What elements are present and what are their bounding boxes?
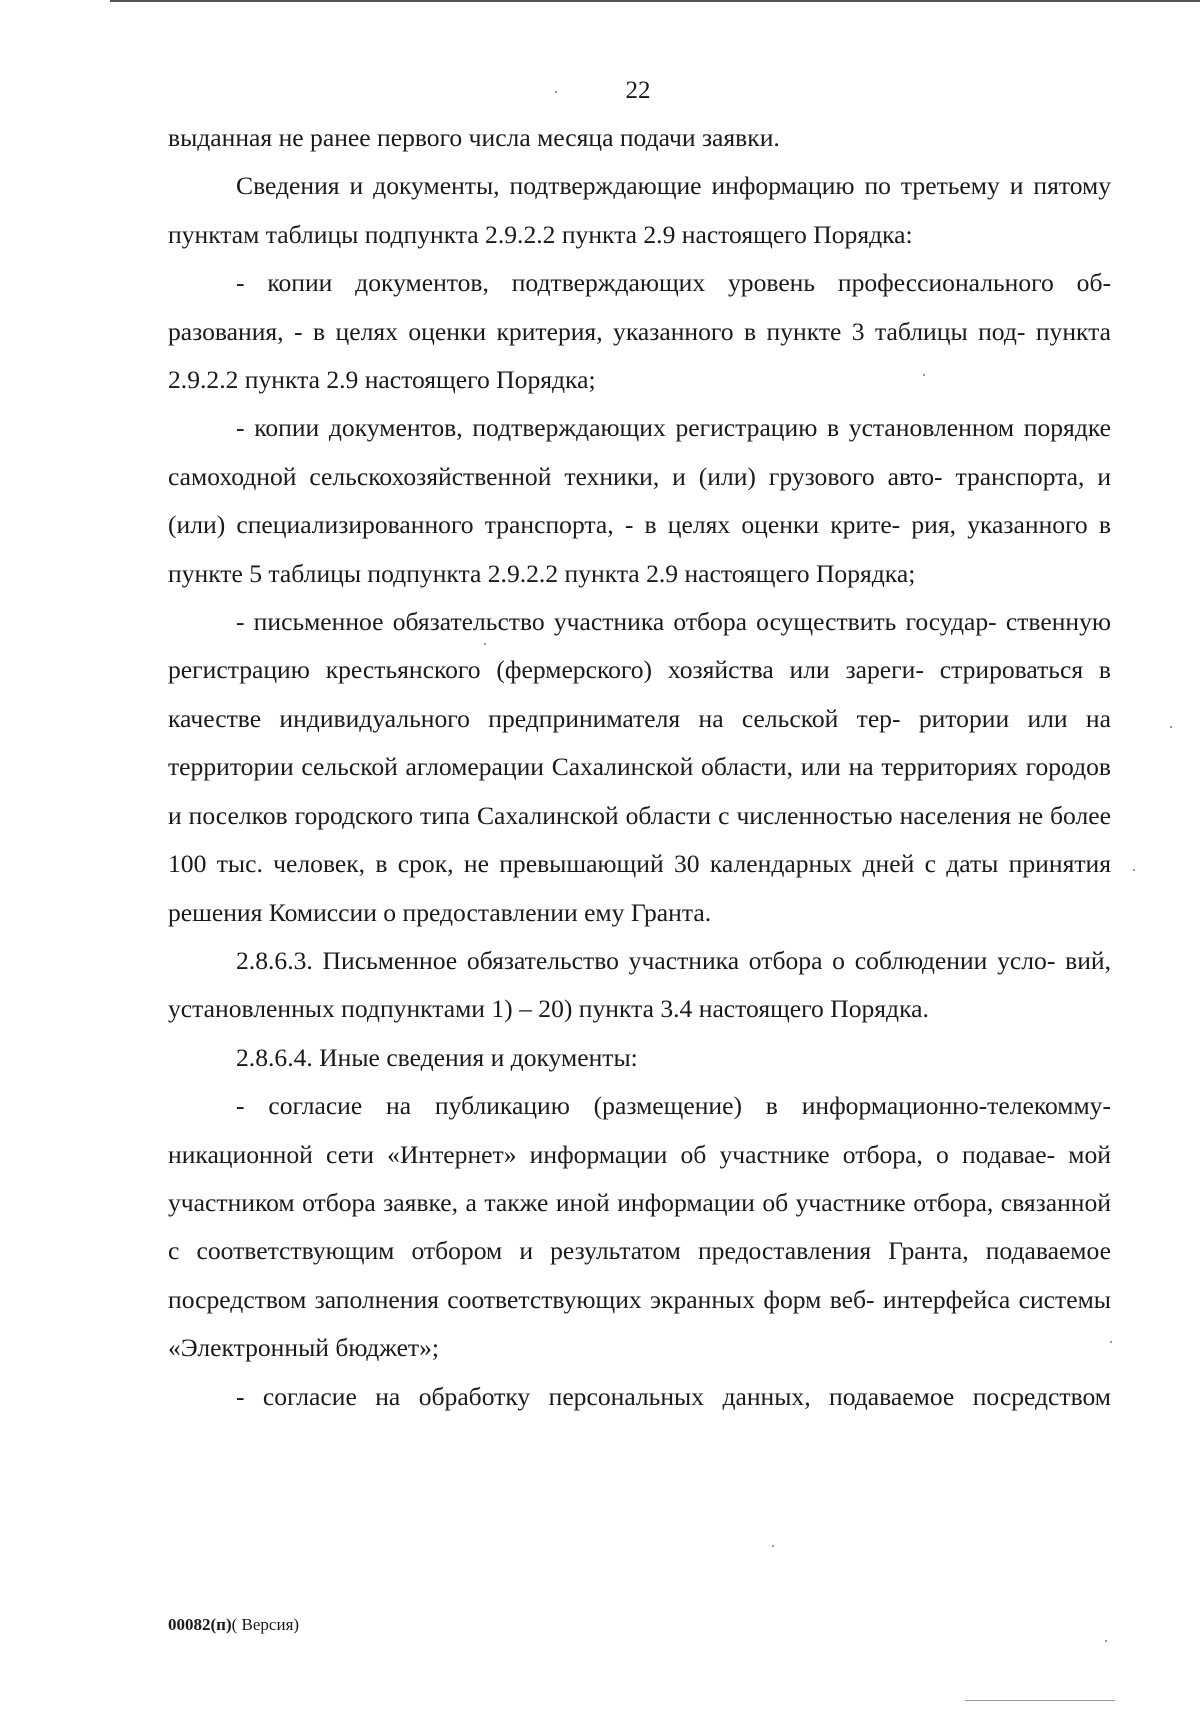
document-footer xyxy=(168,1614,299,1636)
text-line: 30 календарных дней с даты принятия решения Комиссии о предоставлении xyxy=(168,849,1111,927)
paragraph xyxy=(168,162,1111,259)
scan-speck xyxy=(1133,869,1135,871)
text-line: транспорта, и (или) специализированного транспорта, - в целях оценки крите- xyxy=(168,461,1112,540)
text-line: ственную регистрацию крестьянского (фермерского) хозяйства или зареги- xyxy=(168,607,1112,685)
paragraph xyxy=(168,937,1111,1034)
paragraph xyxy=(168,1373,1111,1421)
text-line: - согласие на публикацию (размещение) в информационно-телекомму- xyxy=(236,1091,1111,1121)
text-line: 2.8.6.3. Письменное обязательство участника отбора о соблюдении усло- xyxy=(236,945,1056,975)
scan-speck xyxy=(772,1545,774,1547)
text-line: мой участником отбора заявке, а также иной информации об участнике отбора, xyxy=(168,1139,1111,1217)
text-line: ритории или на территории сельской агломерации Сахалинской области, или xyxy=(168,703,1111,782)
text-line: - копии документов, подтверждающих регистрацию в установленном xyxy=(236,413,1015,443)
paragraph xyxy=(168,259,1111,404)
text-line: численностью населения не более 100 тыс. человек, в срок, не превышающий xyxy=(168,800,1111,879)
document-body xyxy=(168,114,1111,1421)
scan-speck xyxy=(555,91,557,93)
paragraph xyxy=(168,598,1111,937)
scan-speck xyxy=(1110,1341,1112,1343)
paragraph xyxy=(168,404,1111,598)
text-line: пункта 2.9.2.2 пункта 2.9 настоящего Порядка; xyxy=(168,316,1111,395)
text-line: - согласие на обработку персональных данных, подаваемое посредством xyxy=(236,1381,1111,1411)
paragraph xyxy=(168,114,1111,162)
page-number: 22 xyxy=(625,77,651,104)
document-version: ( Версия) xyxy=(231,1615,300,1634)
scan-speck xyxy=(923,374,925,376)
scan-speck xyxy=(1170,726,1172,728)
text-line: интерфейса системы «Электронный бюджет»; xyxy=(168,1284,1111,1363)
text-line: вий, установленных подпунктами 1) – 20) пункта 3.4 настоящего Порядка. xyxy=(168,945,1112,1024)
text-line: Порядка; xyxy=(815,558,916,588)
text-line: разования, - в целях оценки критерия, указанного в пункте 3 таблицы под- xyxy=(168,316,1026,346)
text-line: 2.8.6.4. Иные сведения и документы: xyxy=(236,1042,638,1072)
bottom-edge-line xyxy=(965,1700,1115,1701)
text-line: пятому пунктам таблицы подпункта 2.9.2.2 пункта 2.9 настоящего Порядка: xyxy=(168,171,1111,249)
text-line: рия, указанного в пункте 5 таблицы подпункта 2.9.2.2 пункта 2.9 настоящего xyxy=(168,510,1111,588)
text-line: на территориях городов и поселков городского типа Сахалинской области с xyxy=(168,752,1112,830)
text-line: Сведения и документы, подтверждающие информацию по третьему и xyxy=(236,171,1024,201)
text-line: - письменное обязательство участника отбора осуществить государ- xyxy=(236,607,997,637)
text-line: подаваемое посредством заполнения соответствующих экранных форм веб- xyxy=(168,1236,1111,1314)
text-line: никационной сети «Интернет» информации об участнике отбора, о подавае- xyxy=(168,1139,1056,1169)
scan-speck xyxy=(1105,1640,1107,1642)
text-line: порядке самоходной сельскохозяйственной техники, и (или) грузового авто- xyxy=(168,413,1111,491)
scan-speck xyxy=(484,643,486,645)
text-line: ему Гранта. xyxy=(584,897,712,927)
text-line: стрироваться в качестве индивидуального предпринимателя на сельской тер- xyxy=(168,655,1111,733)
paragraph xyxy=(168,1082,1111,1372)
top-border-line xyxy=(110,0,1200,2)
text-line: связанной с соответствующим отбором и результатом предоставления Гранта, xyxy=(168,1187,1111,1266)
text-line: - копии документов, подтверждающих уровень профессионального об- xyxy=(236,268,1111,298)
paragraph xyxy=(168,1034,1111,1082)
document-code: 00082(п) xyxy=(168,1615,232,1634)
text-line: выданная не ранее первого числа месяца подачи заявки. xyxy=(168,123,780,152)
